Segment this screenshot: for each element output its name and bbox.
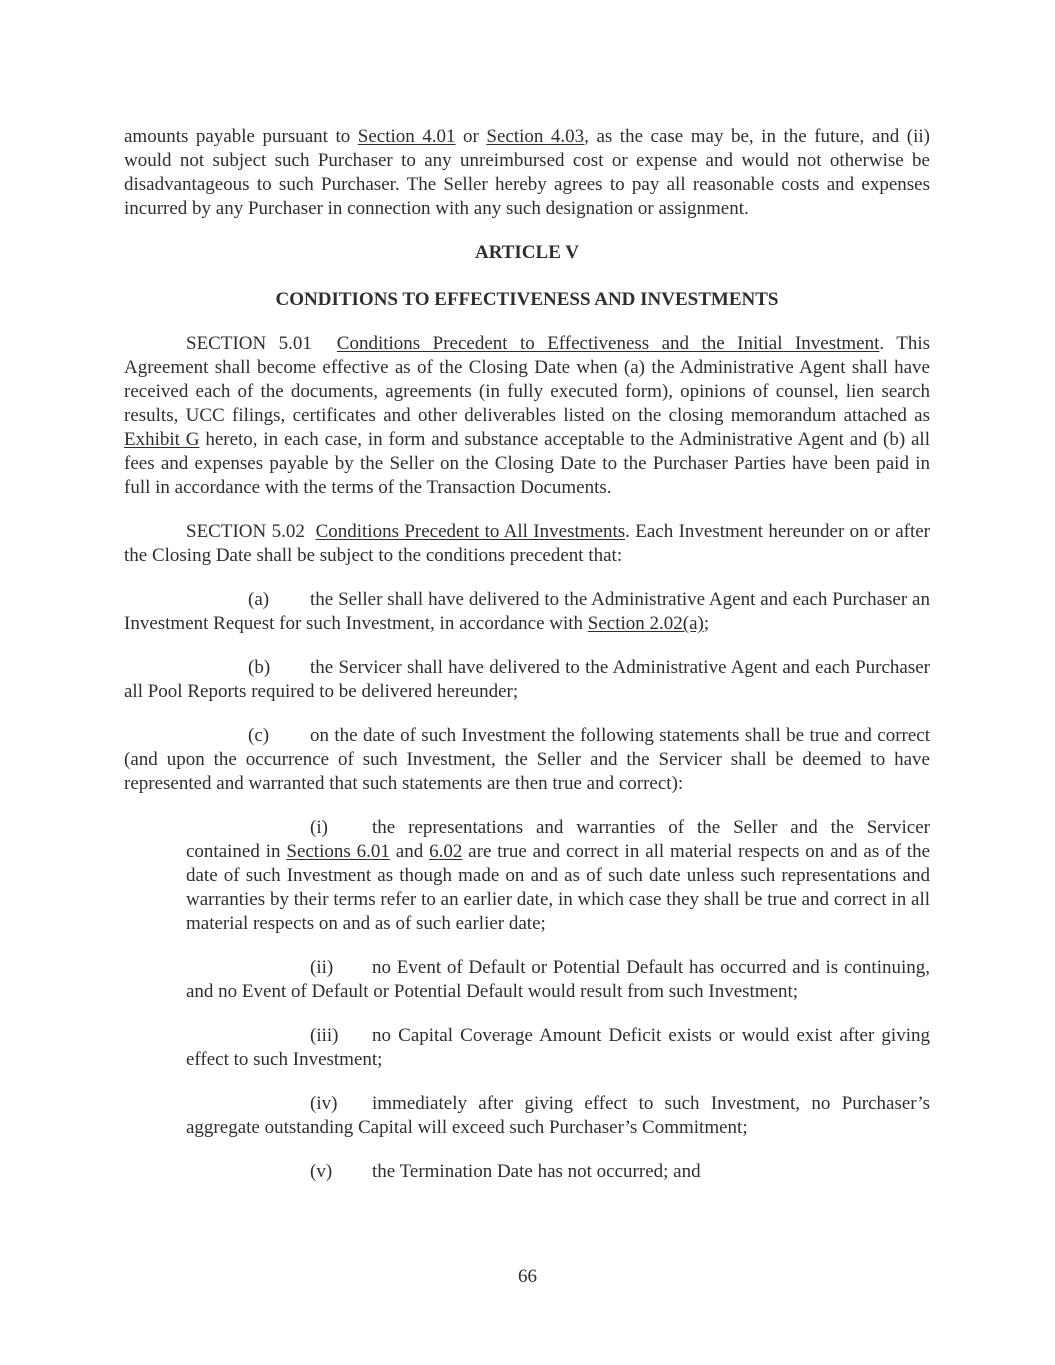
section-5-01-label: SECTION 5.01 [186,333,312,354]
condition-c-i: (i) the representations and warranties of the Seller and the Servicer contained in Sections 6.01 and 6.02 are true and correct in all material respects on and as of the date of such Investment as though made on and as of such date unless such representations and warranties by their terms refer to an earlier date, in which case they shall be true and correct in all material respects on and as of such earlier date; [186,817,930,934]
condition-a-label: (a) [248,589,270,610]
condition-c-iii: (iii) no Capital Coverage Amount Deficit exists or would exist after giving effect to such Investment; [186,1025,930,1070]
condition-c-iv-label: (iv) [310,1093,338,1114]
section-2-02a-link[interactable]: Section 2.02(a) [587,613,704,634]
condition-c-label: (c) [248,725,270,746]
intro-paragraph: amounts payable pursuant to Section 4.01 or Section 4.03, as the case may be, in the future, and (ii) would not subject such Purchaser to any unreimbursed cost or expense and would not otherwise be disadvantageous to such Purchaser. The Seller hereby agrees to pay all reasonable costs and expenses incurred by any Purchaser in connection with any such designation or assignment. [124,126,930,219]
article-subtitle: CONDITIONS TO EFFECTIVENESS AND INVESTMENTS [275,289,779,310]
condition-c-iii-label: (iii) [310,1025,339,1046]
condition-b: (b) the Servicer shall have delivered to the Administrative Agent and each Purchaser all Pool Reports required to be delivered hereunder; [124,657,930,702]
section-5-02-heading: Conditions Precedent to All Investments [315,521,626,542]
section-5-01: SECTION 5.01 Conditions Precedent to Effectiveness and the Initial Investment. This Agreement shall become effective as of the Closing Date when (a) the Administrative Agent shall have received each of the documents, agreements (in fully executed form), opinions of counsel, lien search results, UCC filings, certificates and other deliverables listed on the closing memorandum attached as Exhibit G hereto, in each case, in form and substance acceptable to the Administrative Agent and (b) all fees and expenses payable by the Seller on the Closing Date to the Purchaser Parties have been paid in full in accordance with the terms of the Transaction Documents. [124,333,931,498]
section-5-01-heading: Conditions Precedent to Effectiveness and the Initial Investment [336,333,880,354]
exhibit-g-link[interactable]: Exhibit G [124,429,200,450]
condition-c-ii: (ii) no Event of Default or Potential Default has occurred and is continuing, and no Event of Default or Potential Default would result from such Investment; [186,957,930,1002]
condition-c-ii-label: (ii) [310,957,334,978]
article-title: ARTICLE V [474,242,580,263]
document-page [124,125,930,1184]
condition-c-iv: (iv) immediately after giving effect to such Investment, no Purchaser’s aggregate outstanding Capital will exceed such Purchaser’s Commitment; [186,1093,930,1138]
section-4-03-link[interactable]: Section 4.03 [486,126,585,147]
section-5-02-label: SECTION 5.02 [186,521,305,542]
section-4-01-link[interactable]: Section 4.01 [357,126,456,147]
condition-c: (c) on the date of such Investment the following statements shall be true and correct (and upon the occurrence of such Investment, the Seller and the Servicer shall be deemed to have represented and warranted that such statements are then true and correct): [124,725,930,794]
sections-6-01-link[interactable]: Sections 6.01 [286,841,390,862]
page-number: 66 [518,1266,537,1287]
condition-c-v-label: (v) [310,1161,333,1182]
section-6-02-link[interactable]: 6.02 [429,841,463,862]
condition-a: (a) the Seller shall have delivered to the Administrative Agent and each Purchaser an Investment Request for such Investment, in accordance with Section 2.02(a); [124,589,930,634]
condition-b-label: (b) [248,657,271,678]
section-5-02: SECTION 5.02 Conditions Precedent to All Investments. Each Investment hereunder on or after the Closing Date shall be subject to the conditions precedent that: [124,521,931,566]
condition-c-v: (v) the Termination Date has not occurred; and [310,1161,701,1182]
condition-c-i-label: (i) [310,817,328,838]
